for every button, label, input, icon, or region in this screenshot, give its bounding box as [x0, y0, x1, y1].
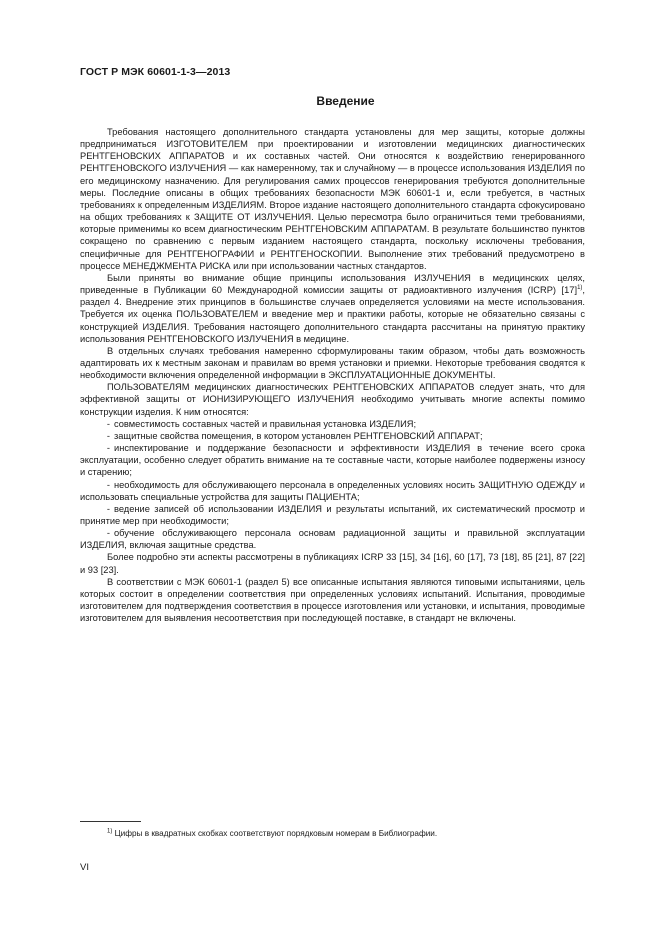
- paragraph-text: Требования настоящего дополнительного стандарта установлены для мер защиты, которые должны предприниматься ИЗГОТОВИТЕЛЕМ при проектировании и изготовлении медицинских диагностических РЕНТГЕНОВСКИХ АППАРАТОВ и их составных частей. Они относятся к воздействию генерированного РЕНТГЕНОВСКОГО ИЗЛУЧЕНИЯ — как намеренному, так и случайному — в процессе использования ИЗДЕЛИЯ по его медицинскому назначению. Для регулирования самих процессов генерирования требуются дополнительные меры. Последние описаны в общих требованиях безопасности МЭК 60601-1 и, если требуется, в частных требованиях к определенным ИЗДЕЛИЯМ. Второе издание настоящего дополнительного стандарта сфокусировано на общих требованиях к ЗАЩИТЕ ОТ ИЗЛУЧЕНИЯ. Целью пересмотра было ограничиться теми требованиями, которые применимы ко всем диагностическим РЕНТГЕНОВСКИМ АППАРАТАМ. В результате большинство пунктов сокращено по сравнению с первым изданием настоящего стандарта, поскольку исключены требования, специфичные для РЕНТГЕНОГРАФИИ и РЕНТГЕНОСКОПИИ. Выполнение этих требований предусмотрено в процессе МЕНЕДЖМЕНТА РИСКА или при использовании частных стандартов.: [80, 127, 585, 271]
- paragraph-text: Были приняты во внимание общие принципы использования ИЗЛУЧЕНИЯ в медицинских целях, приведенные в Публикации 60 Международной комиссии защиты от радиоактивного излучения (ICRP) [17]: [80, 272, 585, 296]
- list-item-text: защитные свойства помещения, в котором установлен РЕНТГЕНОВСКИЙ АППАРАТ;: [114, 430, 483, 441]
- paragraph-text: ПОЛЬЗОВАТЕЛЯМ медицинских диагностических РЕНТГЕНОВСКИХ АППАРАТОВ следует знать, что для эффективной защиты от ИОНИЗИРУЮЩЕГО ИЗЛУЧЕНИЯ необходимо учитывать многие аспекты помимо конструкции изделия. К ним относятся:: [80, 382, 585, 417]
- footnote: [80, 828, 585, 839]
- body-text: [80, 126, 585, 624]
- list-item: [80, 503, 585, 527]
- list-dash: -: [106, 443, 110, 454]
- paragraph-text: Более подробно эти аспекты рассмотрены в публикациях ICRP 33 [15], 34 [16], 60 [17], 73 [18], 85 [21], 87 [22] и 93 [23].: [80, 552, 585, 575]
- paragraph: [80, 381, 585, 417]
- list-dash: -: [106, 479, 110, 490]
- footnote-reference: 1): [577, 284, 583, 291]
- list-dash: -: [106, 528, 110, 539]
- paragraph-text: В отдельных случаях требования намеренно сформулированы таким образом, чтобы дать возможность адаптировать их к местным законам и правилам во время установки и приемки. Некоторые требования сводятся к необходимости включения определенной информации в ЭКСПЛУАТАЦИОННЫЕ ДОКУМЕНТЫ.: [80, 345, 585, 381]
- list-dash: -: [106, 503, 110, 514]
- list-item: [80, 430, 585, 442]
- paragraph: [80, 551, 585, 575]
- paragraph: [80, 272, 585, 345]
- paragraph-text: В соответствии с МЭК 60601-1 (раздел 5) все описанные испытания являются типовыми испытаниями, цель которых состоит в определении соответствия при определенных условиях испытаний. Испытания, проводимые изготовителем для подтверждения соответствия в процессе изготовления или установки, и испытания, проводимые изготовителем для выявления несоответствия при последующей поставке, в стандарт не включены.: [80, 576, 585, 624]
- list-item-text: инспектирование и поддержание безопасности и эффективности ИЗДЕЛИЯ в течение всего срока эксплуатации, особенно следует обратить внимание на те составные части, которые наиболее подвержены износу и старению;: [80, 443, 585, 478]
- paragraph: [80, 576, 585, 625]
- list-item: [80, 442, 585, 478]
- list-dash: -: [106, 430, 110, 441]
- paragraph-text: , раздел 4. Внедрение этих принципов в большинстве случаев определяется условиями на месте использования. Требуется их оценка ПОЛЬЗОВАТЕЛЕМ и введение мер и практики работы, которые не обязательно связаны с конструкцией ИЗДЕЛИЯ. Требования настоящего дополнительного стандарта рассчитаны на принятую практику использования РЕНТГЕНОВСКОГО ИЗЛУЧЕНИЯ в медицине.: [80, 285, 585, 344]
- footnote-marker: 1): [107, 828, 113, 835]
- footnote-divider: [80, 821, 141, 822]
- paragraph: [80, 345, 585, 381]
- list-item: [80, 479, 585, 503]
- list-item-text: необходимость для обслуживающего персонала в определенных условиях носить ЗАЩИТНУЮ ОДЕЖДУ и использовать специальные устройства для защиты ПАЦИЕНТА;: [80, 479, 585, 502]
- section-title: Введение: [316, 94, 375, 108]
- page-number: VI: [80, 862, 89, 873]
- footnote-text: Цифры в квадратных скобках соответствуют порядковым номерам в Библиографии.: [114, 829, 438, 838]
- document-header: ГОСТ Р МЭК 60601-1-3—2013: [80, 66, 231, 78]
- list-item-text: совместимость составных частей и правильная установка ИЗДЕЛИЯ;: [114, 418, 417, 429]
- list-item: [80, 527, 585, 551]
- list-dash: -: [106, 418, 110, 429]
- list-item: [80, 418, 585, 430]
- list-item-text: обучение обслуживающего персонала основам радиационной защиты и правильной эксплуатации ИЗДЕЛИЯ, включая защитные средства.: [80, 528, 585, 551]
- list-item-text: ведение записей об использовании ИЗДЕЛИЯ и результаты испытаний, их систематический просмотр и принятие мер при необходимости;: [80, 503, 585, 526]
- paragraph: [80, 126, 585, 272]
